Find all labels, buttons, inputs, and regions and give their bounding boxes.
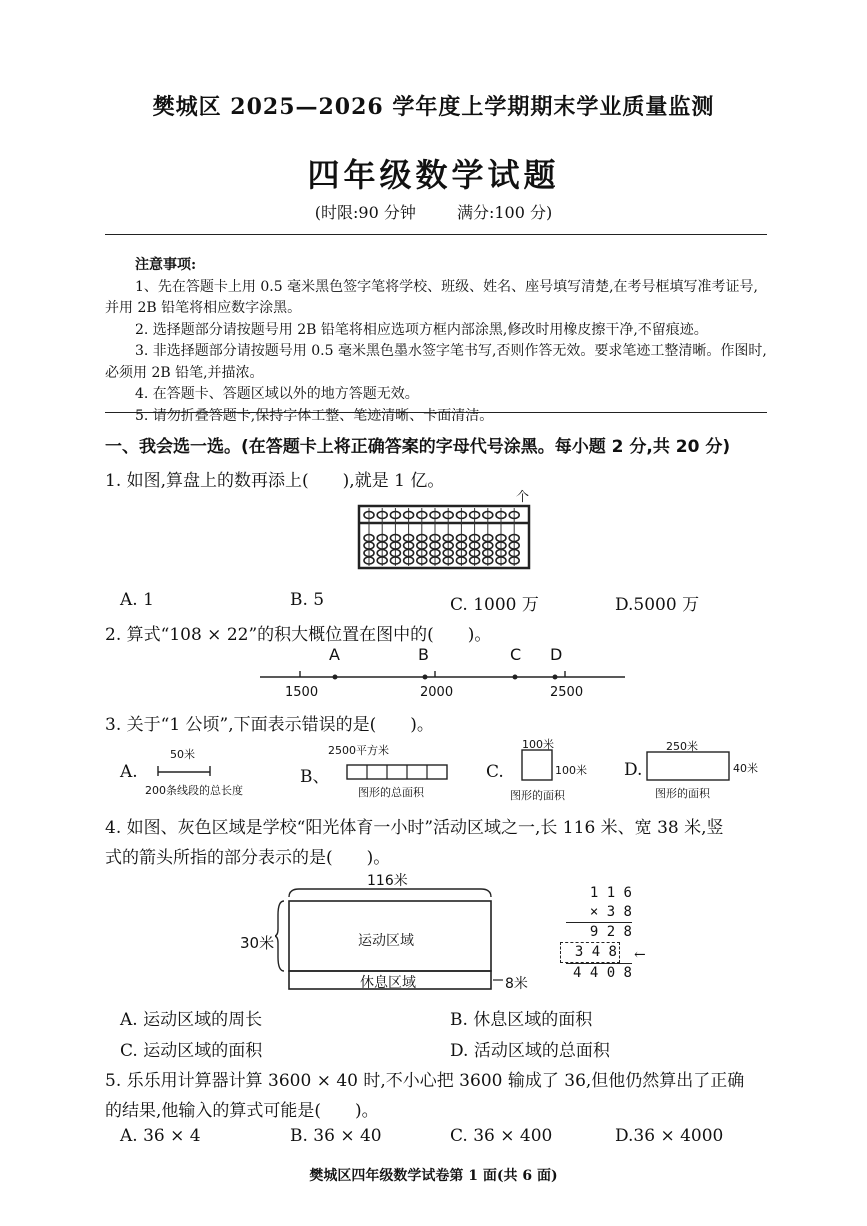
- q3-d-side-label: 40米: [733, 762, 758, 775]
- q3-c-caption: 图形的面积: [510, 789, 565, 802]
- question-1-stem: 1. 如图,算盘上的数再添上( ),就是 1 亿。: [105, 471, 445, 491]
- divider-top: [105, 234, 767, 235]
- question-5-stem-2: 的结果,他输入的算式可能是( )。: [105, 1101, 379, 1121]
- calc-row-4: 3 4 8: [560, 942, 620, 963]
- point-b: [423, 675, 428, 680]
- point-a: [333, 675, 338, 680]
- notice-item: 5. 请勿折叠答题卡,保持字体工整、笔迹清晰、卡面清洁。: [135, 407, 494, 424]
- q5-option-d[interactable]: D.36 × 4000: [615, 1126, 724, 1146]
- tick-label-1500: 1500: [285, 685, 319, 700]
- q3-d-caption: 图形的面积: [655, 787, 710, 800]
- q3-b-caption: 图形的总面积: [358, 786, 424, 799]
- width-brace: [289, 889, 491, 897]
- q3-option-b-letter[interactable]: B、: [300, 767, 330, 787]
- paper-title: 四年级数学试题: [307, 156, 560, 194]
- notice-item: 4. 在答题卡、答题区域以外的地方答题无效。: [135, 386, 419, 402]
- q3-option-a-letter[interactable]: A.: [120, 762, 138, 782]
- q3-c-figure: [520, 748, 554, 784]
- q5-option-c[interactable]: C. 36 × 400: [450, 1126, 553, 1146]
- question-4-stem-2: 式的箭头所指的部分表示的是( )。: [105, 848, 391, 868]
- abacus-figure: [355, 486, 535, 581]
- q5-option-b[interactable]: B. 36 × 40: [290, 1126, 382, 1146]
- exam-info: [0, 200, 867, 223]
- calc-row-3: 9 2 8: [566, 922, 632, 942]
- q1-option-b[interactable]: B. 5: [290, 590, 325, 610]
- calc-row-2: × 3 8: [589, 904, 632, 920]
- q3-a-top-label: 50米: [170, 748, 195, 761]
- q1-option-a[interactable]: A. 1: [120, 590, 154, 610]
- q4-option-c[interactable]: C. 运动区域的面积: [120, 1041, 263, 1061]
- point-c: [513, 675, 518, 680]
- tick-label-2000: 2000: [420, 685, 454, 700]
- q5-option-a[interactable]: A. 36 × 4: [120, 1126, 201, 1146]
- section-title: 一、我会选一选。(在答题卡上将正确答案的字母代号涂黑。每小题 2 分,共 20 分): [105, 437, 731, 457]
- q3-b-top-label: 2500平方米: [328, 744, 389, 757]
- q4-option-a[interactable]: A. 运动区域的周长: [120, 1010, 263, 1030]
- question-2-stem: 2. 算式“108 × 22”的积大概位置在图中的( )。: [105, 625, 492, 645]
- q3-a-caption: 200条线段的总长度: [145, 784, 243, 797]
- q4-vertical-calc: [566, 884, 646, 983]
- q3-option-c-letter[interactable]: C.: [486, 762, 504, 782]
- point-d: [553, 675, 558, 680]
- point-d-label: D: [550, 645, 563, 664]
- calc-row-5: 4 4 0 8: [566, 963, 632, 983]
- calc-arrow-icon: ←: [634, 947, 646, 963]
- question-5-stem-1: 5. 乐乐用计算器计算 3600 × 40 时,不小心把 3600 输成了 36,但他仍然算出了正确: [105, 1071, 745, 1091]
- notice-item: 1、先在答题卡上用 0.5 毫米黑色签字笔将学校、班级、姓名、座号填写清楚,在考号框填写准考证号,并用 2B 铅笔将相应数字涂黑。: [105, 278, 758, 316]
- abacus-ones-label: 个: [516, 490, 530, 505]
- q4-width-label: 116米: [367, 873, 408, 889]
- q4-rest-zone-label: 休息区域: [360, 975, 416, 991]
- page-footer: 樊城区四年级数学试卷第 1 面(共 6 面): [309, 1168, 558, 1184]
- question-4-stem-1: 4. 如图、灰色区域是学校“阳光体育一小时”活动区域之一,长 116 米、宽 38 米,竖: [105, 818, 724, 838]
- q4-option-d[interactable]: D. 活动区域的总面积: [450, 1041, 610, 1061]
- point-a-label: A: [329, 645, 340, 664]
- exam-title: 樊城区 2025—2026 学年度上学期期末学业质量监测: [152, 94, 715, 120]
- q3-d-top-label: 250米: [666, 740, 698, 753]
- q3-option-d-letter[interactable]: D.: [624, 760, 643, 780]
- q4-height-label: 30米: [240, 934, 275, 952]
- q4-rest-height-label: 8米: [505, 976, 528, 992]
- q4-option-b[interactable]: B. 休息区域的面积: [450, 1010, 593, 1030]
- notice-item: 2. 选择题部分请按题号用 2B 铅笔将相应选项方框内部涂黑,修改时用橡皮擦干净,不留痕迹。: [135, 321, 708, 338]
- q3-c-top-label: 100米: [522, 738, 554, 751]
- q3-b-figure: [345, 762, 450, 782]
- notice-block: [105, 255, 770, 427]
- time-limit: (时限:90 分钟: [314, 203, 416, 222]
- notice-item: 3. 非选择题部分请按题号用 0.5 毫米黑色墨水签字笔书写,否则作答无效。要求笔迹工整清晰。作图时,必须用 2B 铅笔,并描浓。: [105, 343, 767, 381]
- height-brace: [275, 901, 284, 971]
- q3-a-figure: [155, 760, 215, 780]
- q1-option-c[interactable]: C. 1000 万: [450, 595, 539, 615]
- q1-option-d[interactable]: D.5000 万: [615, 595, 700, 615]
- point-b-label: B: [418, 645, 429, 664]
- tick-label-2500: 2500: [550, 685, 584, 700]
- q3-d-figure: [645, 750, 731, 782]
- full-score: 满分:100 分): [456, 203, 553, 222]
- q3-c-side-label: 100米: [555, 764, 587, 777]
- question-3-stem: 3. 关于“1 公顷”,下面表示错误的是( )。: [105, 715, 434, 735]
- q4-sport-zone-label: 运动区域: [358, 933, 414, 949]
- calc-row-1: 1 1 6: [589, 885, 632, 901]
- point-c-label: C: [510, 645, 522, 664]
- notice-title: 注意事项:: [135, 257, 197, 273]
- divider-bottom: [105, 412, 767, 413]
